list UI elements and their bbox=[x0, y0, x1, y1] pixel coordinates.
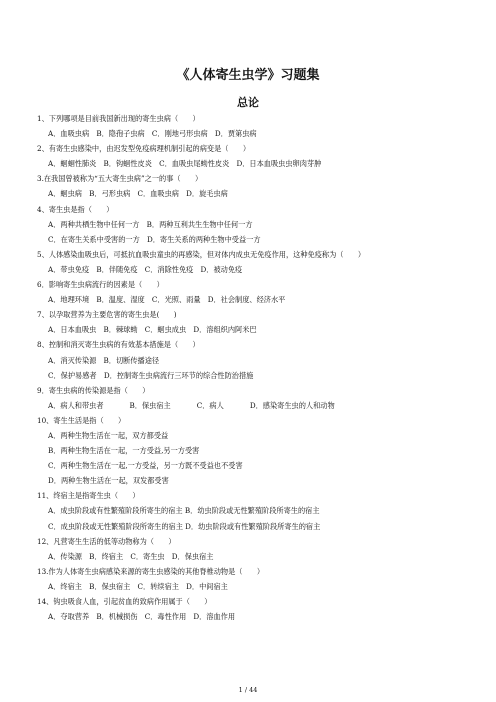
option-b: B．两种生物生活在一起，一方受益,另一方受害 bbox=[48, 446, 200, 456]
question-options: C．成虫阶段或无性繁殖阶段所寄生的宿主 D．幼虫阶段或有性繁殖阶段所寄生的宿主 bbox=[48, 521, 321, 531]
question-options: A．消灭传染源 B．切断传播途径 bbox=[48, 355, 160, 365]
question-options: A．成虫阶段或有性繁殖阶段所寄生的宿主 B．幼虫阶段或无性繁殖阶段所寄生的宿主 bbox=[48, 506, 320, 516]
question-text: 4、寄生虫是指（ ） bbox=[37, 204, 114, 214]
question-options bbox=[37, 398, 477, 413]
section-heading: 总论 bbox=[237, 96, 259, 109]
question-options: A．日本血吸虫 B．棘球蚴 C．蛔虫成虫 D．溶组织内阿米巴 bbox=[48, 325, 257, 335]
question-options: A．血吸虫病 B．隐孢子虫病 C．刚地弓形虫病 D．贾第虫病 bbox=[48, 129, 257, 139]
option-b: B．保虫宿主 bbox=[129, 400, 171, 410]
page-number: 1 / 44 bbox=[238, 686, 258, 694]
question-options: C．保护易感者 D．控制寄生虫病流行三环节的综合性防治措施 bbox=[48, 370, 254, 380]
question-text: 12、凡营寄生生活的低等动物称为（ ） bbox=[37, 536, 176, 546]
question-options: A．蛔蛔性肺炎 B．钩蛔性皮炎 C．血吸虫尾蚴性皮炎 D．日本血吸虫虫卵肉芽肿 bbox=[48, 159, 322, 169]
question-options: A．带虫免疫 B．伴随免疫 C．消除性免疫 D．被动免疫 bbox=[48, 264, 243, 274]
question-options: A．终宿主 B．保虫宿主 C．转续宿主 D．中间宿主 bbox=[48, 581, 228, 591]
question-options: A．传染源 B．终宿主 C．寄生虫 D．保虫宿主 bbox=[48, 551, 214, 561]
question-text: 1、下列哪项是目前我国新出现的寄生虫病（ ） bbox=[37, 114, 200, 123]
document-title: 《人体寄生虫学》习题集 bbox=[176, 68, 320, 83]
question-text: 2、有寄生虫感染中，由迟发型免疫病理机制引起的病变是（ ） bbox=[37, 144, 251, 154]
question-text: 9．寄生虫病的传染源是指（ ） bbox=[37, 385, 150, 395]
question-text: 13.作为人体寄生虫病感染来源的寄生虫感染的其他脊椎动物是（ ） bbox=[37, 566, 265, 576]
option-a: A．病人和带虫者 bbox=[48, 400, 104, 410]
question-options: A．两种共栖生物中任何一方 B．两种互利共生生物中任何一方 bbox=[48, 219, 253, 229]
question-text: 6．影响寄生虫病流行的因素是（ ） bbox=[37, 280, 164, 290]
question-text: 3.在我国曾被称为“五大寄生虫病”之一的事（ ） bbox=[37, 174, 203, 184]
option-d: D．感染寄生虫的人和动物 bbox=[249, 400, 335, 410]
option-d: D．两种生物生活在一起，双发都受害 bbox=[48, 476, 169, 486]
question-text: 14、钩虫吸食人血，引起贫血的致病作用属于（ ） bbox=[37, 597, 212, 606]
question-list bbox=[37, 111, 477, 624]
option-c: C．病人 bbox=[196, 400, 224, 410]
question-text: 5、人体感染血吸虫后，可抵抗血吸虫童虫的再感染，但对体内成虫无免疫作用，这种免疫称为（ ） bbox=[37, 249, 366, 259]
question-text: 11、终宿主是指寄生虫（ ） bbox=[37, 491, 140, 501]
question-options: A．夺取营养 B．机械损伤 C．毒性作用 D．溶血作用 bbox=[48, 612, 236, 622]
question-text: 8、控制和消灭寄生虫病的有效基本措施是（ ） bbox=[37, 340, 200, 350]
option-a: A．两种生物生活在一起，双方都受益 bbox=[48, 430, 169, 440]
option-c: C．两种生物生活在一起,一方受益，另一方既不受益也不受害 bbox=[48, 461, 243, 471]
question-text: 10、寄生生活是指（ ） bbox=[37, 415, 126, 425]
question-options: A．蛔虫病 B．弓形虫病 C．血吸虫病 D．旋毛虫病 bbox=[48, 189, 228, 199]
question-options: A．地理环境 B．温度、湿度 C．光照、雨量 D．社会制度、经济水平 bbox=[48, 295, 286, 305]
question-options: C．在寄生关系中受害的一方 D．寄生关系的两种生物中受益一方 bbox=[48, 234, 261, 244]
question-text: 7、以孕取营养为主要危害的寄生虫是( ) bbox=[37, 310, 177, 320]
